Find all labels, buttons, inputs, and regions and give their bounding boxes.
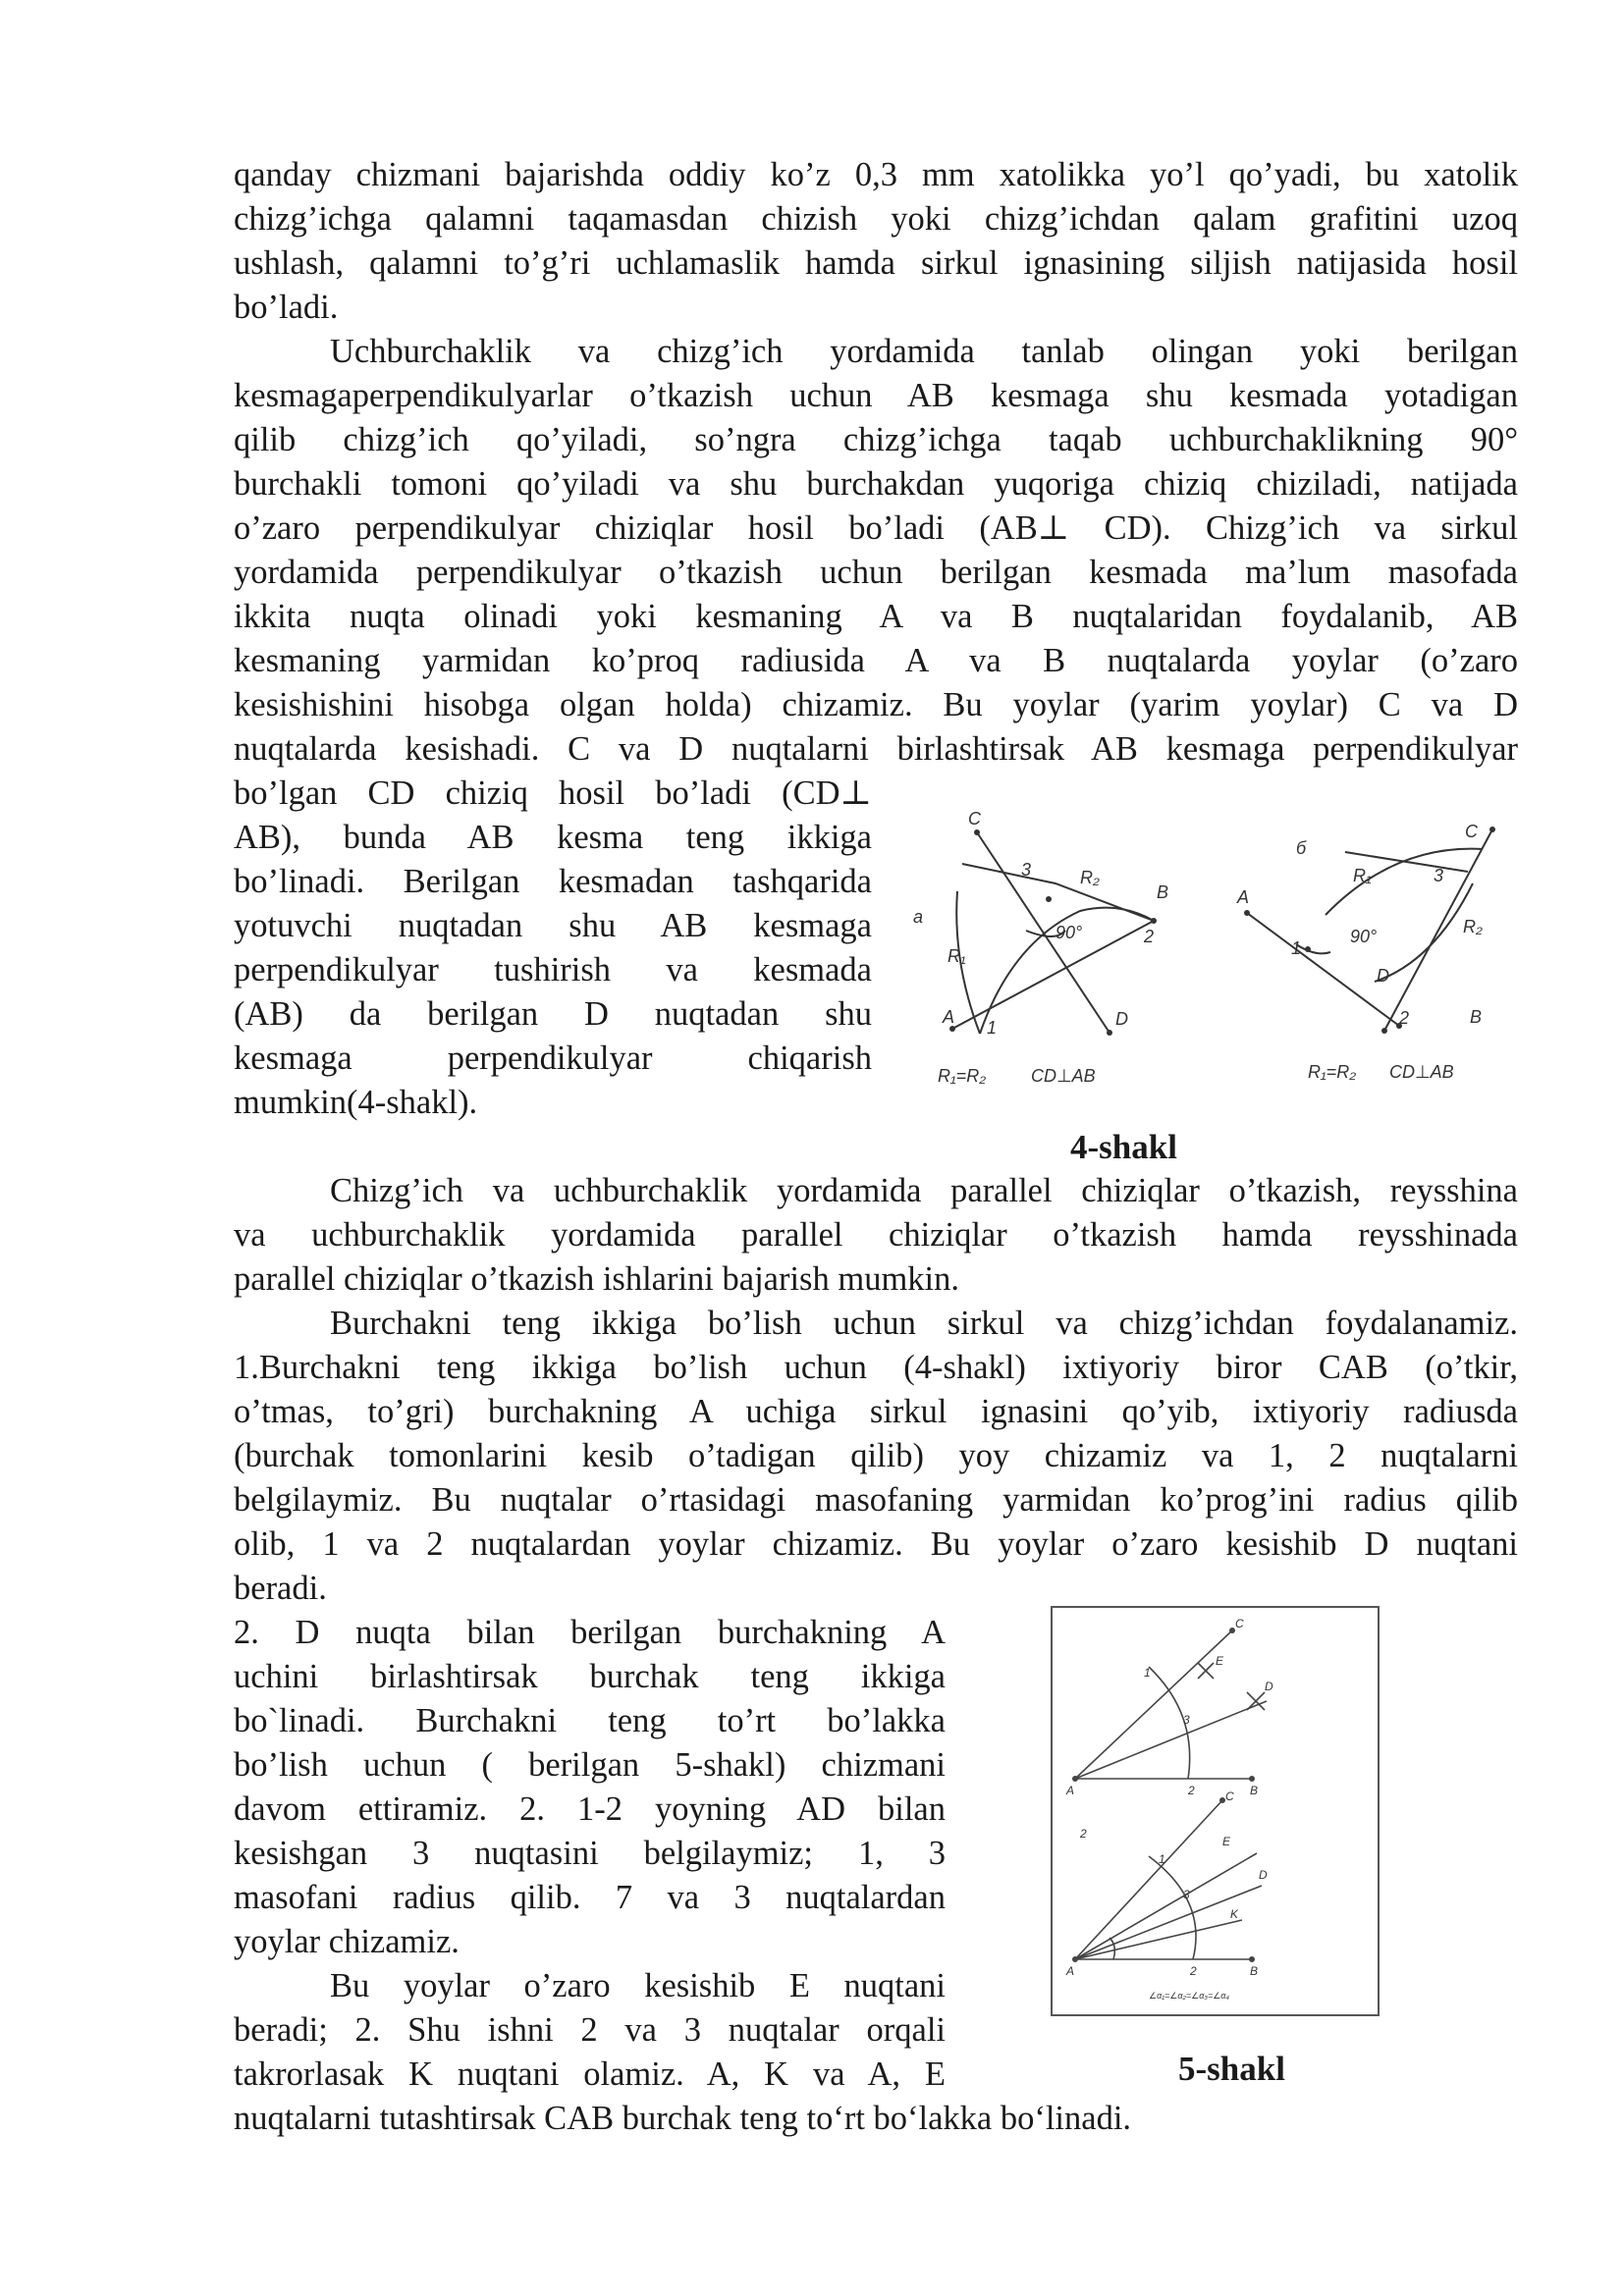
text-line: nuqtalarda kesishadi. C va D nuqtalarni birlashtirsak AB kesmaga perpendikulyar (234, 730, 1518, 768)
text-line: nuqtalarni tutashtirsak CAB burchak teng to‘rt bo‘lakka bo‘linadi. (234, 2100, 1132, 2137)
text-line: o’zaro perpendikulyar chiziqlar hosil bo’ladi (AB⊥ CD). Chizg’ich va sirkul (234, 509, 1518, 547)
text-line: bo’ladi. (234, 289, 339, 326)
top-ray-ac (1075, 1630, 1232, 1779)
fig4-right-label-1: 1 (1291, 938, 1302, 958)
fig5-bottom-c: C (1225, 1789, 1234, 1803)
text-line: Chizg’ich va uchburchaklik yordamida parallel chiziqlar o’tkazish, reysshina (330, 1172, 1518, 1209)
figure-5-caption: 5-shakl (1178, 2050, 1285, 2088)
bottom-angle-arc (1110, 1938, 1114, 1959)
text-line: 1.Burchakni teng ikkiga bo’lish uchun (4-shakl) ixtiyoriy biror CAB (o’tkir, (234, 1349, 1518, 1386)
fig5-bottom-a: A (1066, 1964, 1075, 1978)
text-line: AB), bunda AB kesma teng ikkiga (234, 819, 872, 856)
text-line: kesishgan 3 nuqtasini belgilaymiz; 1, 3 (234, 1835, 946, 1872)
fig5-top-b: B (1250, 1784, 1259, 1797)
fig5-formula: ∠α₁=∠α₂=∠α₃=∠α₄ (1149, 1991, 1230, 2001)
text-line: 2. D nuqta bilan berilgan burchakning A (234, 1614, 946, 1651)
arc-right-top (1326, 849, 1483, 915)
fig5-top-2: 2 (1188, 1784, 1195, 1797)
fig5-top-d: D (1265, 1680, 1273, 1693)
text-line: takrorlasak K nuqtani olamiz. A, K va A, E (234, 2056, 946, 2093)
text-line: ikkita nuqta olinadi yoki kesmaning A va B nuqtalaridan foydalanib, AB (234, 598, 1518, 635)
fig5-top-c: C (1235, 1617, 1244, 1630)
fig4-label-b: B (1157, 882, 1169, 902)
fig4-right-label-r1: R₁ (1353, 866, 1372, 885)
fig4-formula-1: R₁=R₂ (938, 1066, 987, 1086)
text-line: belgilaymiz. Bu nuqtalar o’rtasidagi masofaning yarmidan ko’prog’ini radius qilib (234, 1481, 1518, 1519)
text-line: beradi; 2. Shu ishni 2 va 3 nuqtalar orqali (234, 2011, 946, 2049)
text-line: parallel chiziqlar o’tkazish ishlarini bajarish mumkin. (234, 1260, 959, 1298)
text-line: mumkin(4-shakl). (234, 1084, 478, 1121)
fig4-label-1: 1 (987, 1018, 998, 1038)
fig4-label-c: C (968, 809, 981, 828)
bottom-ray-e (1075, 1853, 1257, 1959)
fig5-bottom-num: 2 (1080, 1827, 1087, 1841)
text-line: va uchburchaklik yordamida parallel chiziqlar o’tkazish hamda reysshinada (234, 1216, 1518, 1254)
fig4-label-2: 2 (1144, 927, 1155, 946)
perpendicular-cd (977, 832, 1110, 1033)
text-line: qilib chizg’ich qo’yiladi, so’ngra chizg’ichga taqab uchburchaklikning 90° (234, 421, 1518, 458)
top-bisector-ad (1075, 1701, 1267, 1779)
arc-right-bottom (1375, 883, 1473, 982)
text-line: o’tmas, to’gri) burchakning A uchiga sirkul ignasini qo’yib, ixtiyoriy radiusda (234, 1393, 1518, 1430)
fig4-right-label-d: D (1377, 966, 1389, 986)
fig4-label-angle: 90° (1056, 923, 1083, 942)
fig4-right-label-c: C (1465, 822, 1478, 841)
text-line: kesishishini hisobga olgan holda) chizamiz. Bu yoylar (yarim yoylar) C va D (234, 686, 1518, 723)
text-line: masofani radius qilib. 7 va 3 nuqtalardan (234, 1879, 946, 1916)
fig5-bottom-2: 2 (1190, 1964, 1197, 1978)
text-line: yotuvchi nuqtadan shu AB kesmaga (234, 907, 872, 944)
text-line: uchini birlashtirsak burchak teng ikkiga (234, 1658, 946, 1695)
text-line: Uchburchaklik va chizg’ich yordamida tanlab olingan yoki berilgan (330, 333, 1518, 370)
text-line: qanday chizmani bajarishda oddiy ko’z 0,3 mm xatolikka yo’l qo’yadi, bu xatolik (234, 156, 1518, 193)
fig5-top-a: A (1066, 1784, 1075, 1797)
text-line: perpendikulyar tushirish va kesmada (234, 951, 872, 988)
fig5-bottom-b: B (1250, 1964, 1259, 1978)
fig5-bottom-k: K (1230, 1907, 1239, 1921)
fig5-bottom-1: 1 (1159, 1852, 1165, 1866)
fig4-label-a: a (913, 907, 924, 927)
fig5-top-3: 3 (1183, 1713, 1190, 1727)
fig4-label-r1: R₁ (947, 946, 966, 966)
text-line: kesmaga perpendikulyar chiqarish (234, 1040, 872, 1077)
fig5-top-e: E (1216, 1654, 1224, 1668)
fig5-bottom-e: E (1222, 1835, 1231, 1848)
fig4-right-label-3: 3 (1434, 866, 1444, 885)
text-line: yoylar chizamiz. (234, 1923, 460, 1960)
fig4-label-a-point: A (943, 1007, 955, 1027)
text-line: kesmaning yarmidan ko’proq radiusida A va B nuqtalarda yoylar (o’zaro (234, 642, 1518, 679)
text-line: chizg’ichga qalamni taqamasdan chizish yoki chizg’ichdan qalam grafitini uzoq (234, 200, 1518, 238)
fig4-label-d: D (1115, 1009, 1128, 1029)
fig4-label-r2: R₂ (1080, 868, 1100, 887)
figure-4-drawing (884, 805, 1512, 1099)
triangle-edges (962, 864, 1154, 921)
text-line: bo’lgan CD chiziq hosil bo’ladi (CD⊥ (234, 774, 872, 812)
text-line: (burchak tomonlarini kesib o’tadigan qilib) yoy chizamiz va 1, 2 nuqtalarni (234, 1437, 1518, 1474)
text-line: olib, 1 va 2 nuqtalardan yoylar chizamiz. Bu yoylar o’zaro kesishib D nuqtani (234, 1525, 1518, 1563)
fig5-top-1: 1 (1144, 1666, 1151, 1680)
text-line: Bu yoylar o’zaro kesishib E nuqtani (330, 1967, 946, 2004)
figure-4-caption: 4-shakl (1070, 1128, 1177, 1166)
text-line: Burchakni teng ikkiga bo’lish uchun sirkul va chizg’ichdan foydalanamiz. (330, 1305, 1518, 1342)
fig5-bottom-d: D (1259, 1868, 1268, 1882)
top-cross-d (1247, 1692, 1265, 1710)
text-line: bo’linadi. Berilgan kesmadan tashqarida (234, 863, 872, 900)
fig4-right-formula-1: R₁=R₂ (1308, 1062, 1357, 1082)
text-line: kesmagaperpendikulyarlar o’tkazish uchun AB kesmaga shu kesmada yotadigan (234, 377, 1518, 414)
text-line: burchakli tomoni qo’yiladi va shu burchakdan yuqoriga chiziq chiziladi, natijada (234, 465, 1518, 503)
text-line: (AB) da berilgan D nuqtadan shu (234, 995, 872, 1033)
top-cross-e (1198, 1663, 1214, 1679)
fig5-bottom-3: 3 (1183, 1888, 1190, 1901)
text-line: beradi. (234, 1570, 327, 1607)
fig4-right-formula-2: CD⊥AB (1389, 1062, 1454, 1082)
fig4-right-label-b-point: B (1470, 1007, 1483, 1027)
fig4-right-label-a: A (1237, 887, 1250, 907)
bottom-ray-ac (1075, 1800, 1222, 1959)
fig4-label-3: 3 (1021, 860, 1032, 880)
text-line: bo`linadi. Burchakni teng to’rt bo’lakka (234, 1702, 946, 1739)
text-line: yordamida perpendikulyar o’tkazish uchun berilgan kesmada ma’lum masofada (234, 554, 1518, 591)
fig4-formula-2: CD⊥AB (1031, 1066, 1096, 1086)
text-line: bo’lish uchun ( berilgan 5-shakl) chizmani (234, 1746, 946, 1784)
text-line: ushlash, qalamni to’g’ri uchlamaslik hamda sirkul ignasining siljish natijasida hosil (234, 244, 1518, 282)
fig4-right-label-b: б (1296, 838, 1307, 858)
figure-5-drawing (1051, 1606, 1380, 2016)
fig4-right-label-angle: 90° (1350, 927, 1378, 946)
text-line: davom ettiramiz. 2. 1-2 yoyning AD bilan (234, 1790, 946, 1828)
fig4-right-label-r2: R₂ (1463, 917, 1483, 936)
fig4-right-label-2: 2 (1399, 1008, 1410, 1028)
